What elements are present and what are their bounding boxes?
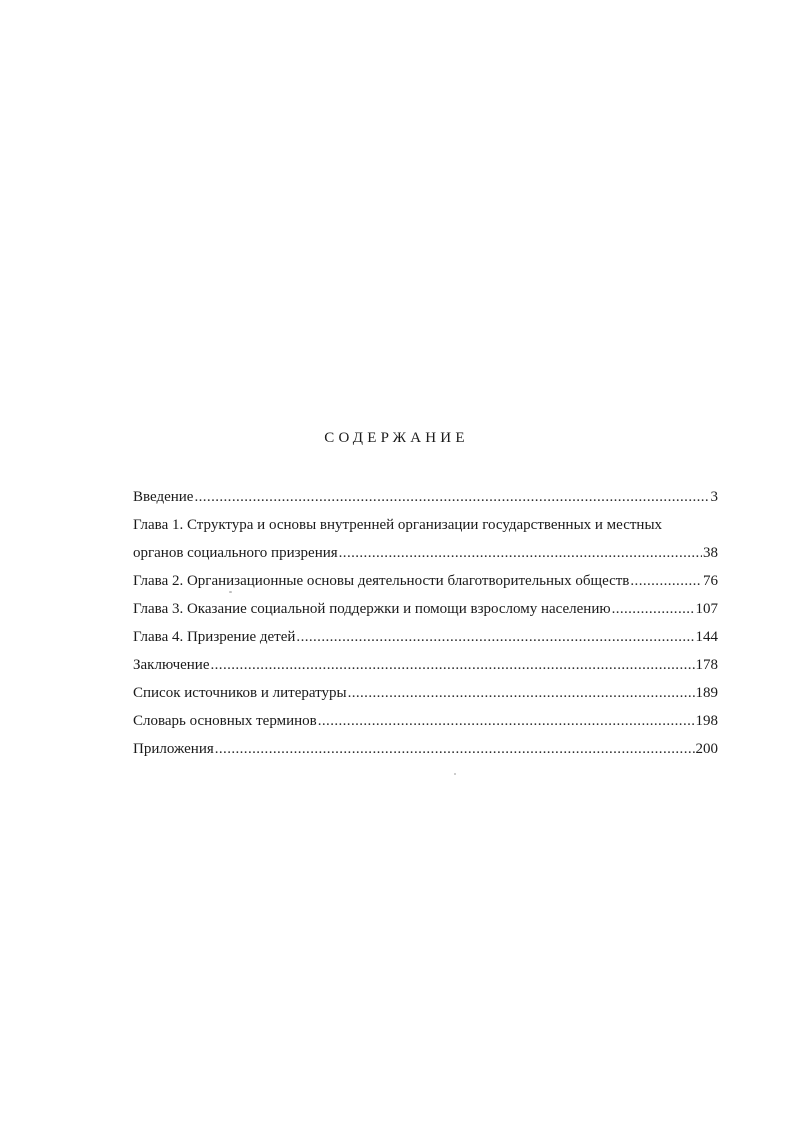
dot-leader <box>612 595 695 623</box>
toc-entry-conclusion <box>133 651 718 679</box>
toc-entry-label: Глава 1. Структура и основы внутренней организации государственных и местных <box>133 517 663 533</box>
toc-entry-glossary <box>133 707 718 735</box>
toc-entry-chapter-1 <box>133 539 718 567</box>
toc-entry-page: 198 <box>695 713 718 729</box>
toc-entry-page: 3 <box>710 489 718 505</box>
dot-leader <box>318 707 695 735</box>
dot-leader <box>630 567 702 595</box>
page-title: СОДЕРЖАНИЕ <box>324 430 469 446</box>
toc-entry-label: Словарь основных терминов <box>133 713 317 729</box>
dot-leader <box>339 539 702 567</box>
dot-leader <box>348 679 695 707</box>
toc-entry-label: органов социального призрения <box>133 545 338 561</box>
toc-entry-page: 38 <box>703 545 718 561</box>
toc-entry-label: Глава 4. Призрение детей <box>133 629 296 645</box>
toc-entry-page: 178 <box>695 657 718 673</box>
dot-leader <box>215 735 695 763</box>
toc-entry-page: 144 <box>695 629 718 645</box>
toc-entry-page: 200 <box>695 741 718 757</box>
toc-entry-introduction <box>133 483 718 511</box>
scan-speck <box>454 773 456 775</box>
toc-entry-label: Глава 2. Организационные основы деятельности благотворительных обществ <box>133 573 630 589</box>
toc-entry-chapter-1-line-1 <box>133 511 718 539</box>
toc-entry-chapter-3 <box>133 595 718 623</box>
toc-entry-chapter-4 <box>133 623 718 651</box>
toc-entry-page: 189 <box>695 685 718 701</box>
toc-entry-page: 76 <box>703 573 718 589</box>
table-of-contents <box>133 483 718 763</box>
toc-entry-chapter-2 <box>133 567 718 595</box>
toc-entry-label: Глава 3. Оказание социальной поддержки и помощи взрослому населению <box>133 601 611 617</box>
toc-entry-appendices <box>133 735 718 763</box>
scan-speck <box>229 591 232 593</box>
dot-leader <box>296 623 694 651</box>
dot-leader <box>194 483 709 511</box>
toc-entry-label: Заключение <box>133 657 210 673</box>
dot-leader <box>211 651 695 679</box>
toc-entry-label: Приложения <box>133 741 214 757</box>
toc-entry-label: Введение <box>133 489 194 505</box>
toc-entry-page: 107 <box>695 601 718 617</box>
toc-entry-label: Список источников и литературы <box>133 685 347 701</box>
toc-entry-sources <box>133 679 718 707</box>
